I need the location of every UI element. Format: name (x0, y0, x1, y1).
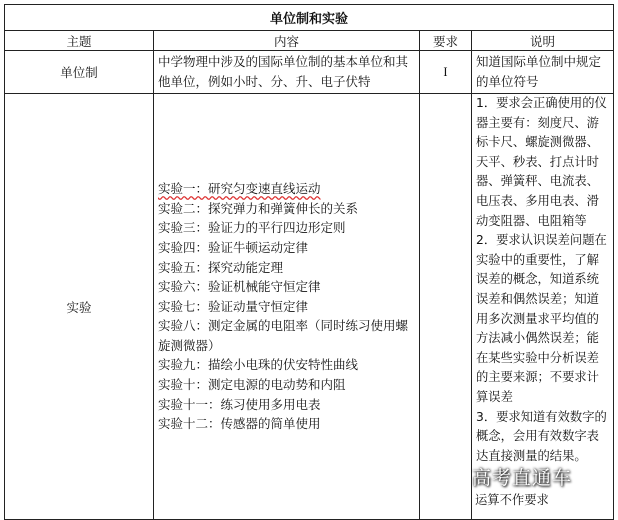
row2-requirement (420, 94, 472, 520)
experiment-item: 实验六：验证机械能守恒定律 (158, 279, 321, 295)
row1-topic: 单位制 (5, 51, 154, 94)
row2-topic: 实验 (5, 94, 154, 520)
row1-note: 知道国际单位制中规定的单位符号 (472, 51, 614, 94)
note-item: 1．要求会正确使用的仪器主要有：刻度尺、游标卡尺、螺旋测微器、天平、秒表、打点计时器、弹簧秤、电流表、电压表、多用电表、滑动变阻器、电阻箱等 (476, 96, 607, 228)
experiment-item: 实验十：测定电源的电动势和内阻 (158, 377, 346, 393)
row1-requirement: I (420, 51, 472, 94)
note-trailing-text: 运算不作要求 (475, 493, 549, 507)
table-title: 单位制和实验 (5, 5, 614, 31)
header-note: 说明 (472, 31, 614, 51)
experiment-item: 实验九：描绘小电珠的伏安特性曲线 (158, 357, 359, 373)
note-item: 3．要求知道有效数字的概念，会用有效数字表达直接测量的结果。 (476, 409, 607, 463)
experiment-item: 实验二：探究弹力和弹簧伸长的关系 (158, 200, 359, 216)
experiment-list (154, 94, 420, 520)
syllabus-table (4, 4, 614, 520)
experiment-item: 实验四：验证牛顿运动定律 (158, 239, 309, 255)
experiment-item: 实验十二：传感器的简单使用 (158, 416, 321, 432)
header-topic: 主题 (5, 31, 154, 51)
row2-notes (472, 94, 614, 520)
experiment-item (158, 179, 415, 199)
watermark: 高考直通车 (472, 468, 573, 489)
header-content: 内容 (154, 31, 420, 51)
row1-content: 中学物理中涉及的国际单位制的基本单位和其他单位，例如小时、分、升、电子伏特 (154, 51, 420, 94)
experiment-item: 实验十一：练习使用多用电表 (158, 396, 321, 412)
experiment-item: 实验七：验证动量守恒定律 (158, 298, 309, 314)
experiment-1: 实验一：研究匀变速直线运动 (158, 181, 321, 197)
experiment-item: 实验八：测定金属的电阻率（同时练习使用螺旋测微器） (158, 318, 409, 353)
note-item: 2．要求认识误差问题在实验中的重要性，了解误差的概念，知道系统误差和偶然误差；知道用多次测量求平均值的方法减小偶然误差；能在某些实验中分析误差的主要来源；不要求计算误差 (476, 233, 607, 404)
experiment-item: 实验三：验证力的平行四边形定则 (158, 220, 346, 236)
header-requirement: 要求 (420, 31, 472, 51)
experiment-item: 实验五：探究动能定理 (158, 259, 284, 275)
